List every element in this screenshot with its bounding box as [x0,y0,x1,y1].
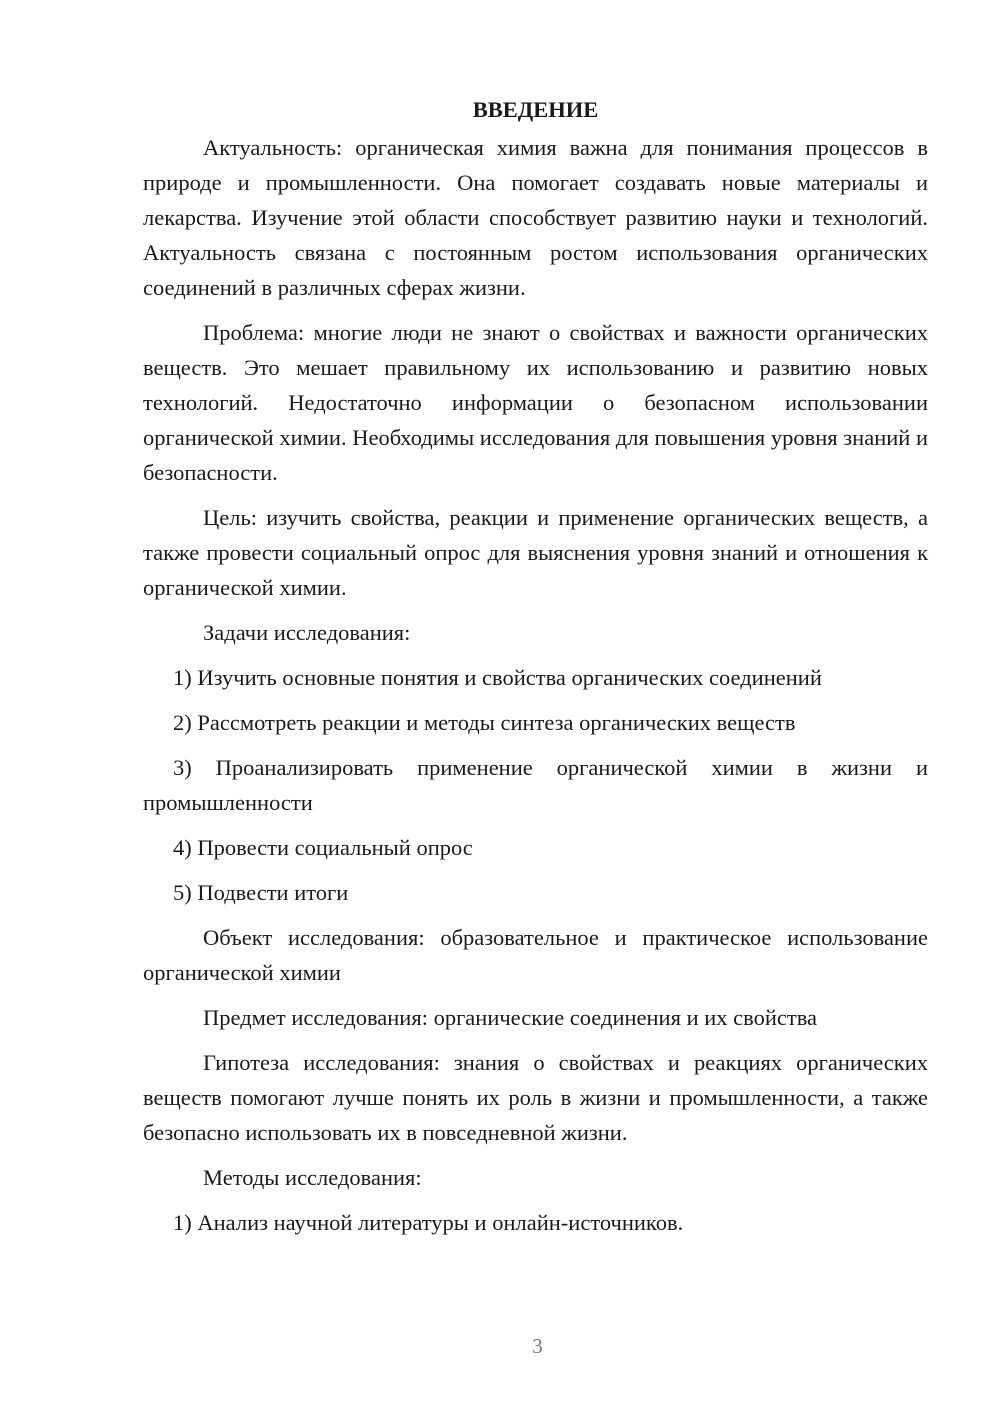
object-paragraph: Объект исследования: образовательное и практическое использование органической химии [143,925,928,985]
task-item: 1) Изучить основные понятия и свойства органических соединений [173,665,822,690]
task-item: 4) Провести социальный опрос [173,835,473,860]
task-item: 3) Проанализировать применение органической химии в жизни и промышленности [143,755,928,815]
methods-heading: Методы исследования: [203,1165,422,1190]
relevance-paragraph: Актуальность: органическая химия важна для понимания процессов в природе и промышленности. Она помогает создавать новые материалы и лекарства. Изучение этой области способствует развитию науки и технологий. Актуальность связана с постоянным ростом использования органических соединений в различных сферах жизни. [143,135,928,300]
task-item: 5) Подвести итоги [173,880,349,905]
tasks-heading: Задачи исследования: [203,620,411,645]
method-item: 1) Анализ научной литературы и онлайн-источников. [173,1210,684,1235]
page-number: 3 [532,1334,543,1358]
goal-paragraph: Цель: изучить свойства, реакции и применение органических веществ, а также провести социальный опрос для выяснения уровня знаний и отношения к органической химии. [143,505,928,600]
page-content [143,92,928,1250]
hypothesis-paragraph: Гипотеза исследования: знания о свойствах и реакциях органических веществ помогают лучше понять их роль в жизни и промышленности, а также безопасно использовать их в повседневной жизни. [143,1050,928,1145]
subject-paragraph: Предмет исследования: органические соединения и их свойства [203,1005,818,1030]
section-title: ВВЕДЕНИЕ [472,97,599,122]
task-item: 2) Рассмотреть реакции и методы синтеза органических веществ [173,710,796,735]
problem-paragraph: Проблема: многие люди не знают о свойствах и важности органических веществ. Это мешает правильному их использованию и развитию новых технологий. Недостаточно информации о безопасном использовании органической химии. Необходимы исследования для повышения уровня знаний и безопасности. [143,320,928,485]
